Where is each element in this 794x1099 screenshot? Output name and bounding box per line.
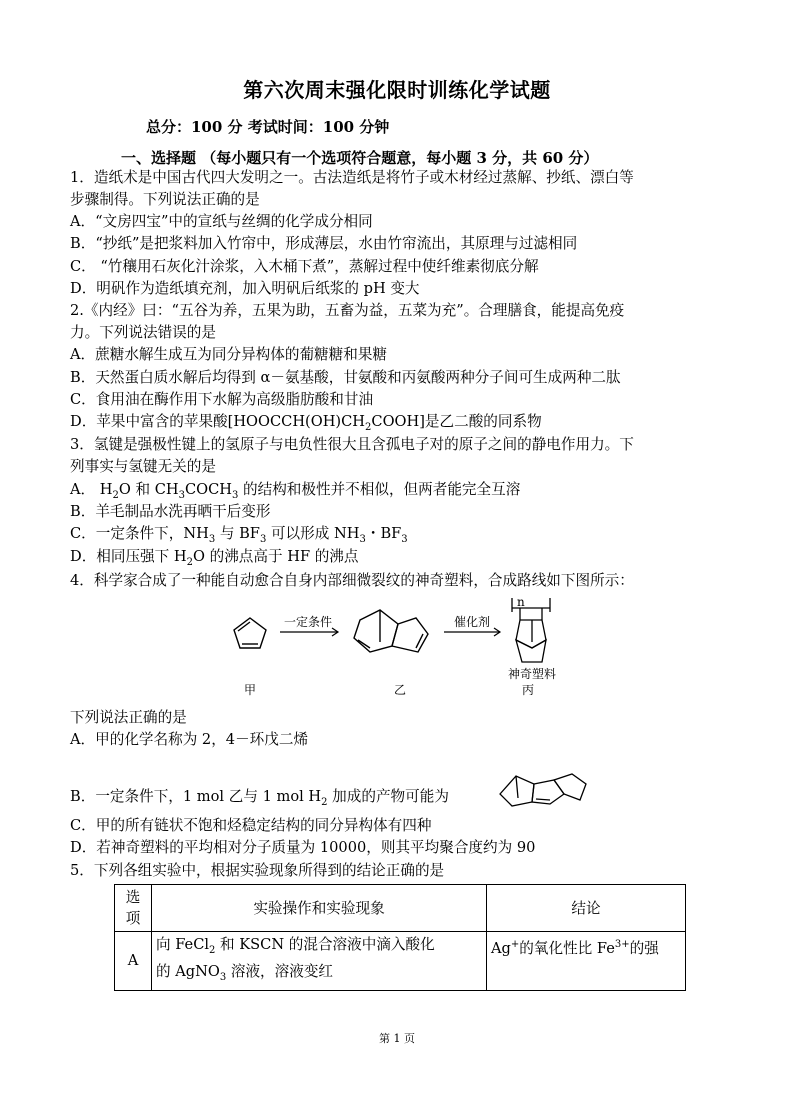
label-bing: 丙 bbox=[522, 683, 535, 697]
page-footer: 第 1 页 bbox=[379, 1032, 415, 1045]
q2-option-b: B．天然蛋白质水解后均得到 α－氨基酸，甘氨酸和丙氨酸两种分子间可生成两种二肽 bbox=[70, 369, 621, 386]
row-a-option: A bbox=[115, 932, 152, 991]
q4-option-a: A．甲的化学名称为 2，4－环戊二烯 bbox=[70, 731, 309, 748]
table-header-row bbox=[115, 885, 686, 932]
polymer-n-subscript: n bbox=[517, 595, 525, 609]
dicyclopentadiene-structure bbox=[354, 610, 428, 652]
q2-stem-line1: 2.《内经》曰：“五谷为养，五果为助，五畜为益，五菜为充”。合理膳食，能提高免疫 bbox=[70, 302, 625, 319]
q1-option-c: C． “竹穰用石灰化汁涂浆，入木桶下煮”，蒸解过程中使纤维素彻底分解 bbox=[70, 258, 539, 275]
header-operation: 实验操作和实验现象 bbox=[152, 885, 487, 932]
table-row bbox=[115, 932, 686, 991]
cyclopentadiene-structure bbox=[234, 618, 266, 648]
exam-info: 总分：100 分 考试时间：100 分钟 bbox=[146, 118, 390, 136]
q3-stem-line1: 3．氢键是强极性键上的氢原子与电负性很大且含孤电子对的原子之间的静电作用力。下 bbox=[70, 436, 634, 453]
reaction-arrow-1 bbox=[280, 628, 338, 636]
header-conclusion: 结论 bbox=[487, 885, 686, 932]
condition-label-1: 一定条件 bbox=[284, 615, 333, 629]
q4-option-c: C．甲的所有链状不饱和烃稳定结构的同分异构体有四种 bbox=[70, 817, 432, 834]
q4-option-d: D．若神奇塑料的平均相对分子质量为 10000，则其平均聚合度约为 90 bbox=[70, 839, 536, 856]
condition-label-2: 催化剂 bbox=[454, 615, 491, 629]
q3-option-d: D．相同压强下 $H_2O$ 的沸点高于 HF 的沸点 bbox=[70, 548, 359, 568]
q2-option-c: C．食用油在酶作用下水解为高级脂肪酸和甘油 bbox=[70, 391, 374, 408]
q4-intro: 下列说法正确的是 bbox=[70, 709, 187, 726]
q2-option-a: A．蔗糖水解生成互为同分异构体的葡糖糖和果糖 bbox=[70, 346, 388, 363]
q2-stem-line2: 力。下列说法错误的是 bbox=[70, 324, 216, 341]
q5-options-table bbox=[114, 884, 686, 991]
q3-option-b: B．羊毛制品水洗再晒干后变形 bbox=[70, 503, 271, 520]
q4-stem: 4．科学家合成了一种能自动愈合自身内部细微裂纹的神奇塑料，合成路线如下图所示： bbox=[70, 572, 634, 589]
q1-stem-line1: 1．造纸术是中国古代四大发明之一。古法造纸是将竹子或木材经过蒸解、抄纸、漂白等 bbox=[70, 169, 634, 186]
q3-option-a: A． $H_2O$ 和 $CH_3COCH_3$ 的结构和极性并不相似，但两者能完全互溶 bbox=[70, 481, 521, 501]
hydrogenation-product-structure bbox=[492, 768, 592, 810]
q1-stem-line2: 步骤制得。下列说法正确的是 bbox=[70, 191, 260, 208]
synthesis-route-figure bbox=[220, 590, 600, 705]
header-option: 选项 bbox=[115, 885, 152, 932]
reaction-arrow-2 bbox=[444, 628, 500, 636]
label-plastic: 神奇塑料 bbox=[508, 667, 557, 681]
q1-option-a: A．“文房四宝”中的宣纸与丝绸的化学成分相同 bbox=[70, 213, 373, 230]
q5-stem: 5．下列各组实验中，根据实验现象所得到的结论正确的是 bbox=[70, 862, 445, 879]
q2-option-d: D．苹果中富含的苹果酸$[HOOCCH(OH)CH_2COOH]$是乙二酸的同系物 bbox=[70, 413, 542, 433]
row-a-conclusion: Ag+的氧化性比 $Fe^{3+}$的强 bbox=[487, 932, 686, 991]
label-yi: 乙 bbox=[394, 683, 407, 697]
row-a-operation: 向 FeCl$_2$ 和 KSCN 的混合溶液中滴入酸化 的 AgNO$_3$ 溶液，溶液变红 bbox=[152, 932, 487, 991]
page-title: 第六次周末强化限时训练化学试题 bbox=[243, 78, 551, 102]
label-jia: 甲 bbox=[244, 683, 257, 697]
q4-option-b: B．一定条件下，1 mol 乙与 1 mol $H_2$ 加成的产物可能为 bbox=[70, 788, 449, 808]
q3-option-c: C．一定条件下，$NH_3$ 与 $BF_3$ 可以形成 $NH_3$・$BF_3$ bbox=[70, 525, 408, 545]
synthesis-route-svg bbox=[220, 590, 600, 705]
q3-stem-line2: 列事实与氢键无关的是 bbox=[70, 458, 216, 475]
q1-option-b: B．“抄纸”是把浆料加入竹帘中，形成薄层，水由竹帘流出，其原理与过滤相同 bbox=[70, 235, 578, 252]
section-heading: 一、选择题 （每小题只有一个选项符合题意，每小题 3 分，共 60 分） bbox=[121, 149, 599, 167]
q1-option-d: D．明矾作为造纸填充剂，加入明矾后纸浆的 pH 变大 bbox=[70, 280, 420, 297]
